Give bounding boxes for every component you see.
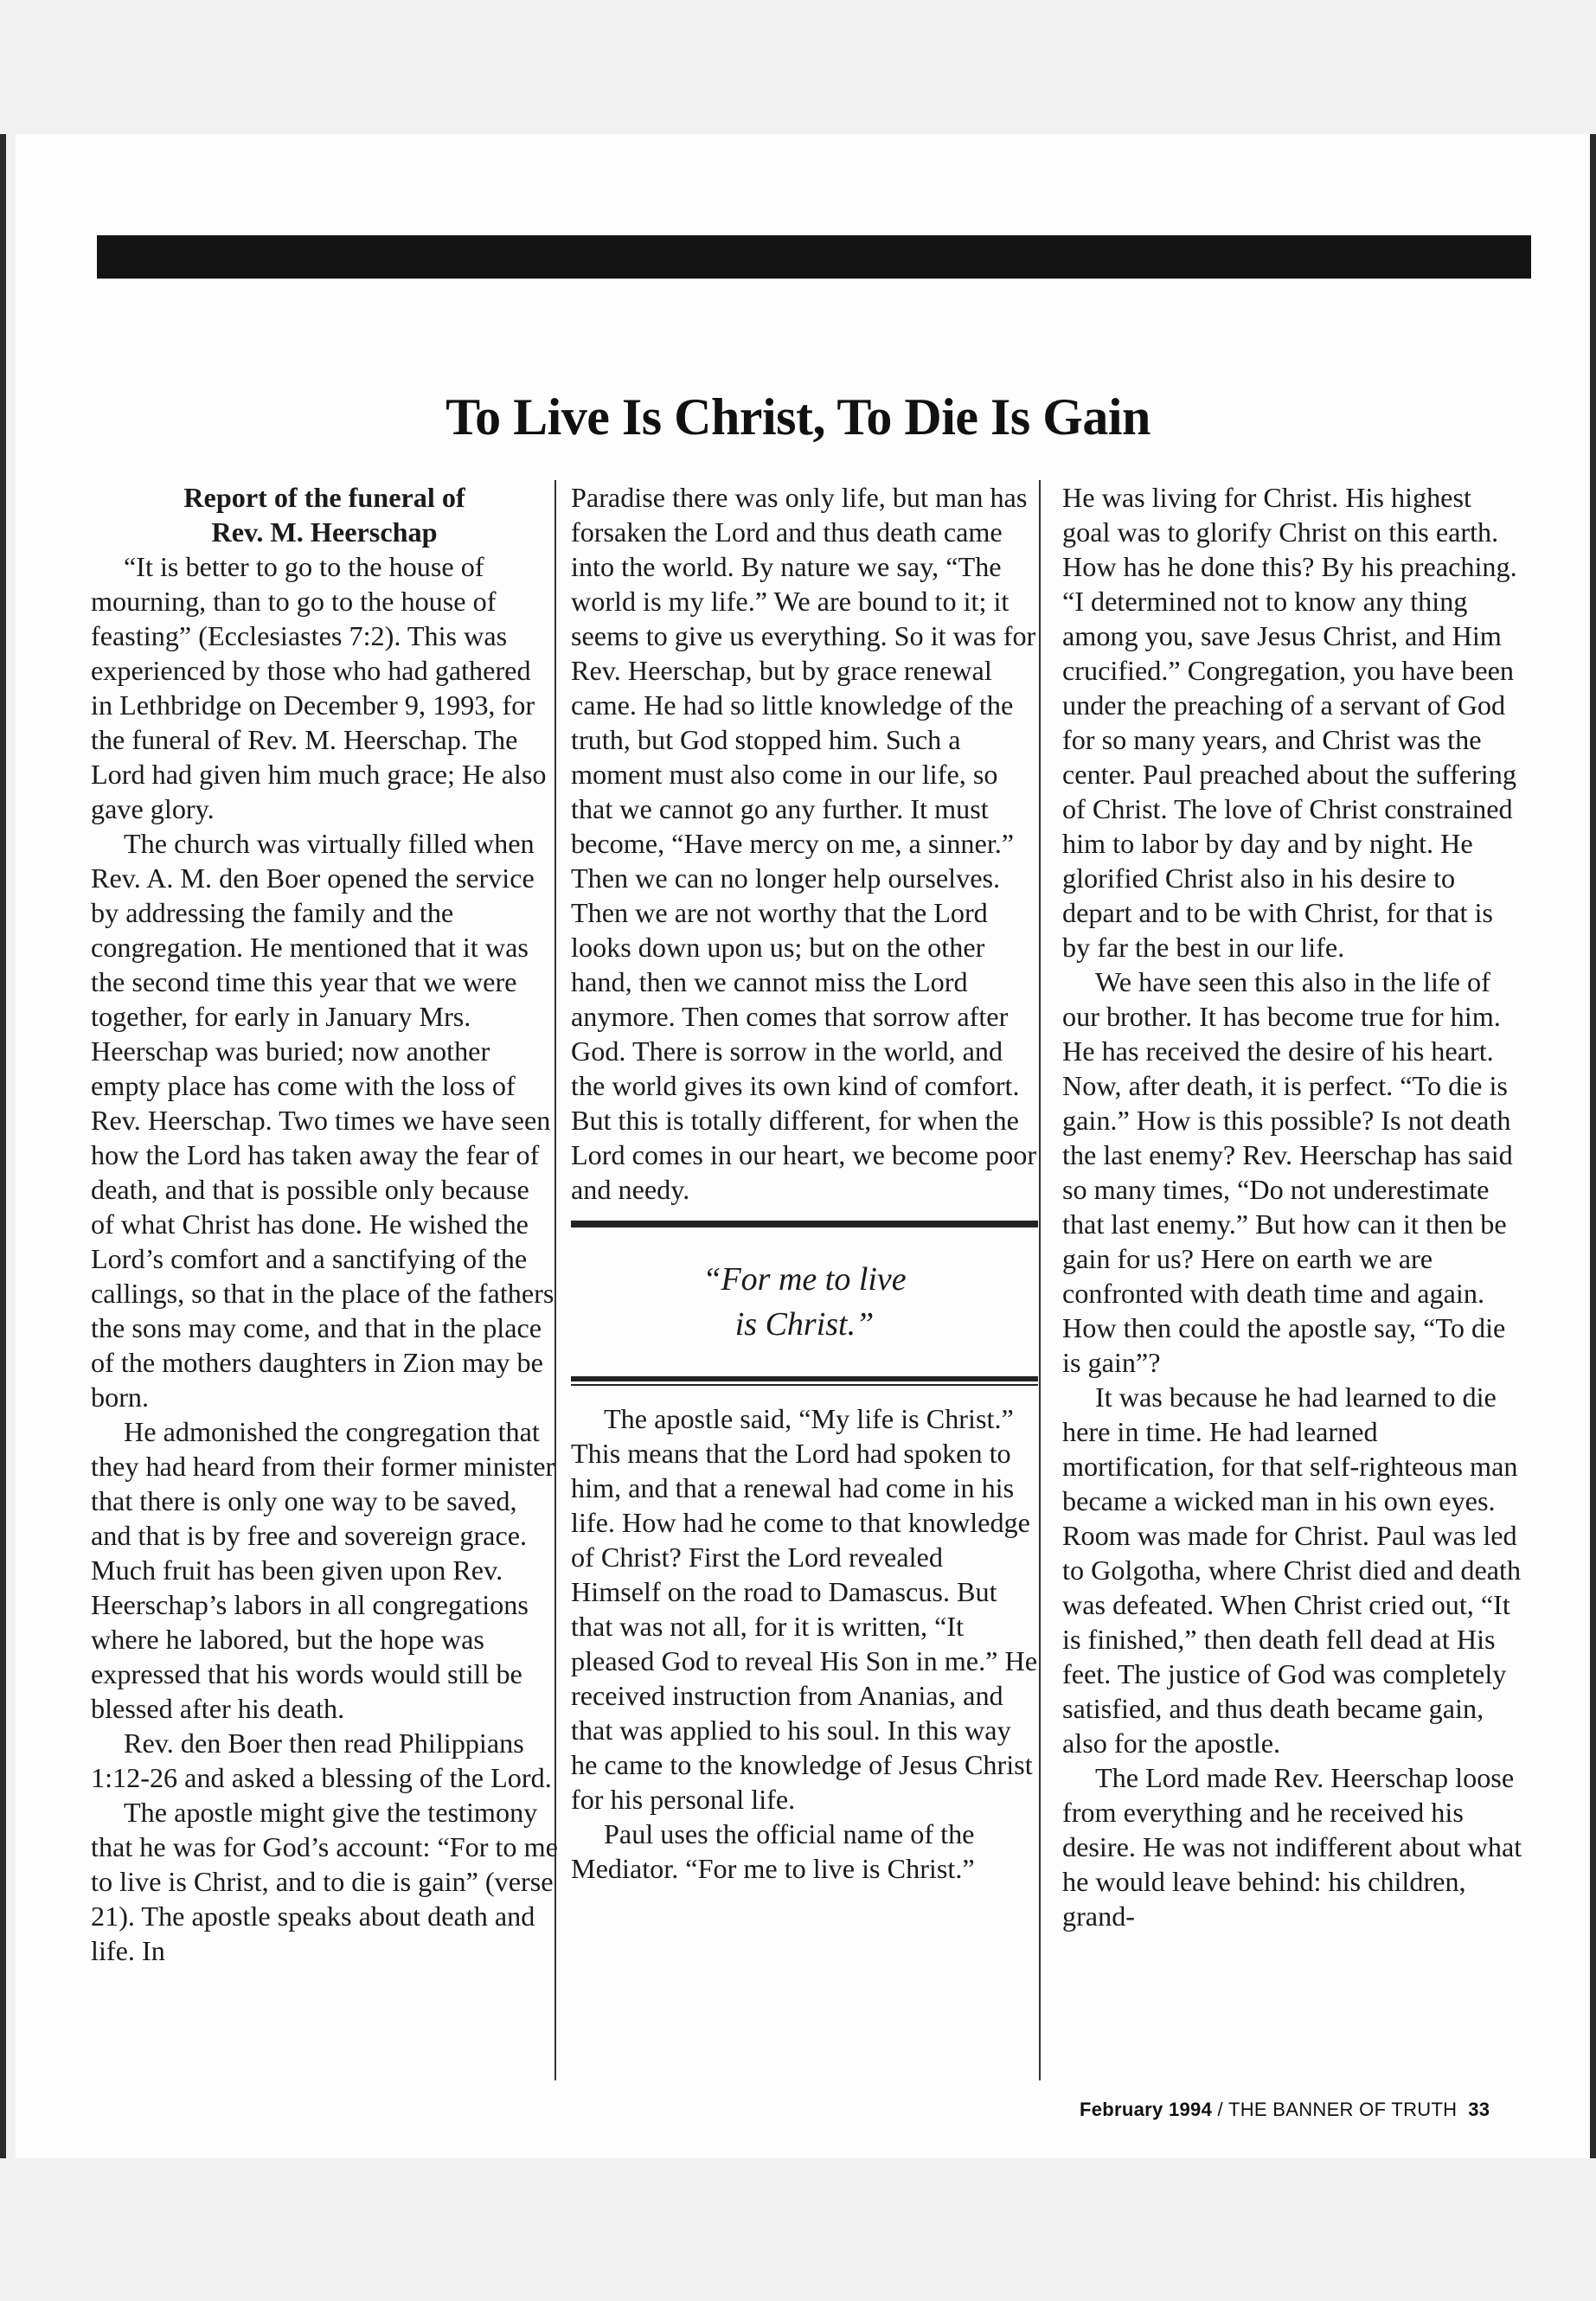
paragraph: It was because he had learned to die here in time. He had learned mortification, for that self-righteous man became a wicked man in his own eyes. Room was made for Christ. Paul was led to Golgotha, where Christ died and death was defeated. When Christ cried out, “It is finished,” then death fell dead at His feet. The justice of God was completely satisfied, and thus death became gain, also for the apostle. — [1062, 1381, 1522, 1759]
footer-date: February 1994 — [1080, 2099, 1213, 2120]
subtitle-line: Rev. M. Heerschap — [211, 516, 438, 548]
footer-separator: / — [1212, 2099, 1228, 2120]
rule — [571, 1376, 1038, 1381]
paragraph: The church was virtually filled when Rev. A. M. den Boer opened the service by addressing the family and the congregation. He mentioned that it was the second time this year that we were together, for early in January Mrs. Heerschap was buried; now another empty place has come with the loss of Rev. Heerschap. Two times we have seen how the Lord has taken away the fear of death, and that is possible only because of what Christ has done. He wished the Lord’s comfort and a sanctifying of the callings, so that in the place of the fathers the sons may come, and that in the place of the mothers daughters in Zion may be born. — [91, 828, 554, 1413]
paragraph: The apostle said, “My life is Christ.” This means that the Lord had spoken to him, and that a renewal had come in his life. How had he come to that knowledge of Christ? First the Lord revealed Himself on the road to Damascus. But that was not all, for it is written, “It pleased God to reveal His Son in me.” He received instruction from Ananias, and that was applied to his soul. In this way he came to the knowledge of Jesus Christ for his personal life. — [571, 1403, 1037, 1815]
paragraph: He admonished the congregation that they had heard from their former minister that there is only one way to be saved, and that is by free and sovereign grace. Much fruit has been given upon Rev. Heerschap’s labors in all congregations where he labored, but the hope was expressed that his words would still be blessed after his death. — [91, 1416, 555, 1724]
paragraph: The apostle might give the testimony that he was for God’s account: “For to me to live is Christ, and to die is gain” (verse 21). The apostle speaks about death and life. In — [91, 1797, 558, 1966]
paragraph: Paul uses the official name of the Mediator. “For me to live is Christ.” — [571, 1818, 975, 1884]
page-footer — [1080, 2099, 1490, 2121]
subtitle-line: Report of the funeral of — [183, 482, 465, 513]
paragraph: We have seen this also in the life of our brother. It has become true for him. He has received the desire of his heart. Now, after death, it is perfect. “To die is gain.” How is this possible? Is not death the last enemy? Rev. Heerschap has said so many times, “Do not underestimate that last enemy.” But how can it then be gain for us? Here on earth we are confronted with death time and again. How then could the apostle say, “To die is gain”? — [1062, 966, 1513, 1378]
column-3 — [1062, 480, 1525, 2080]
header-band — [97, 235, 1531, 279]
article-title: To Live Is Christ, To Die Is Gain — [445, 388, 1151, 446]
column-1 — [91, 480, 558, 2080]
report-subtitle — [91, 480, 558, 549]
paragraph: He was living for Christ. His highest goal was to glorify Christ on this earth. How has he done this? By his preaching. “I determined not to know any thing among you, save Jesus Christ, and Him crucified.” Congregation, you have been under the preaching of a servant of God for so many years, and Christ was the center. Paul preached about the suffering of Christ. The love of Christ constrained him to labor by day and by night. He glorified Christ also in his desire to depart and to be with Christ, for that is by far the best in our life. — [1062, 482, 1517, 963]
column-divider — [1039, 480, 1041, 2080]
paragraph: The Lord made Rev. Heerschap loose from everything and he received his desire. He was not indifferent about what he would leave behind: his children, grand- — [1062, 1762, 1522, 1932]
page-number: 33 — [1468, 2099, 1490, 2120]
column-2 — [571, 480, 1038, 2080]
rule — [571, 1384, 1038, 1386]
paragraph: “It is better to go to the house of mourning, than to go to the house of feasting” (Ecclesiastes 7:2). This was experienced by those who had gathered in Lethbridge on December 9, 1993, for the funeral of Rev. M. Heerschap. The Lord had given him much grace; He also gave glory. — [91, 551, 547, 824]
paragraph: Paradise there was only life, but man has forsaken the Lord and thus death came into the world. By nature we say, “The world is my life.” We are bound to it; it seems to give us everything. So it was for Rev. Heerschap, but by grace renewal came. He had so little knowledge of the truth, but God stopped him. Such a moment must also come in our life, so that we cannot go any further. It must become, “Have mercy on me, a sinner.” Then we can no longer help ourselves. Then we are not worthy that the Lord looks down upon us; but on the other hand, then we cannot miss the Lord anymore. Then comes that sorrow after God. There is sorrow in the world, and the world gives its own kind of comfort. But this is totally different, for when the Lord comes in our heart, we become poor and needy. — [571, 482, 1037, 1205]
footer-publication: THE BANNER OF TRUTH — [1227, 2099, 1458, 2120]
paragraph: Rev. den Boer then read Philippians 1:12-26 and asked a blessing of the Lord. — [91, 1727, 552, 1793]
pullquote-line: is Christ.” — [734, 1306, 875, 1343]
pullquote — [571, 1227, 1038, 1376]
pullquote-box — [571, 1221, 1038, 1386]
pullquote-line: “For me to live — [702, 1261, 907, 1298]
